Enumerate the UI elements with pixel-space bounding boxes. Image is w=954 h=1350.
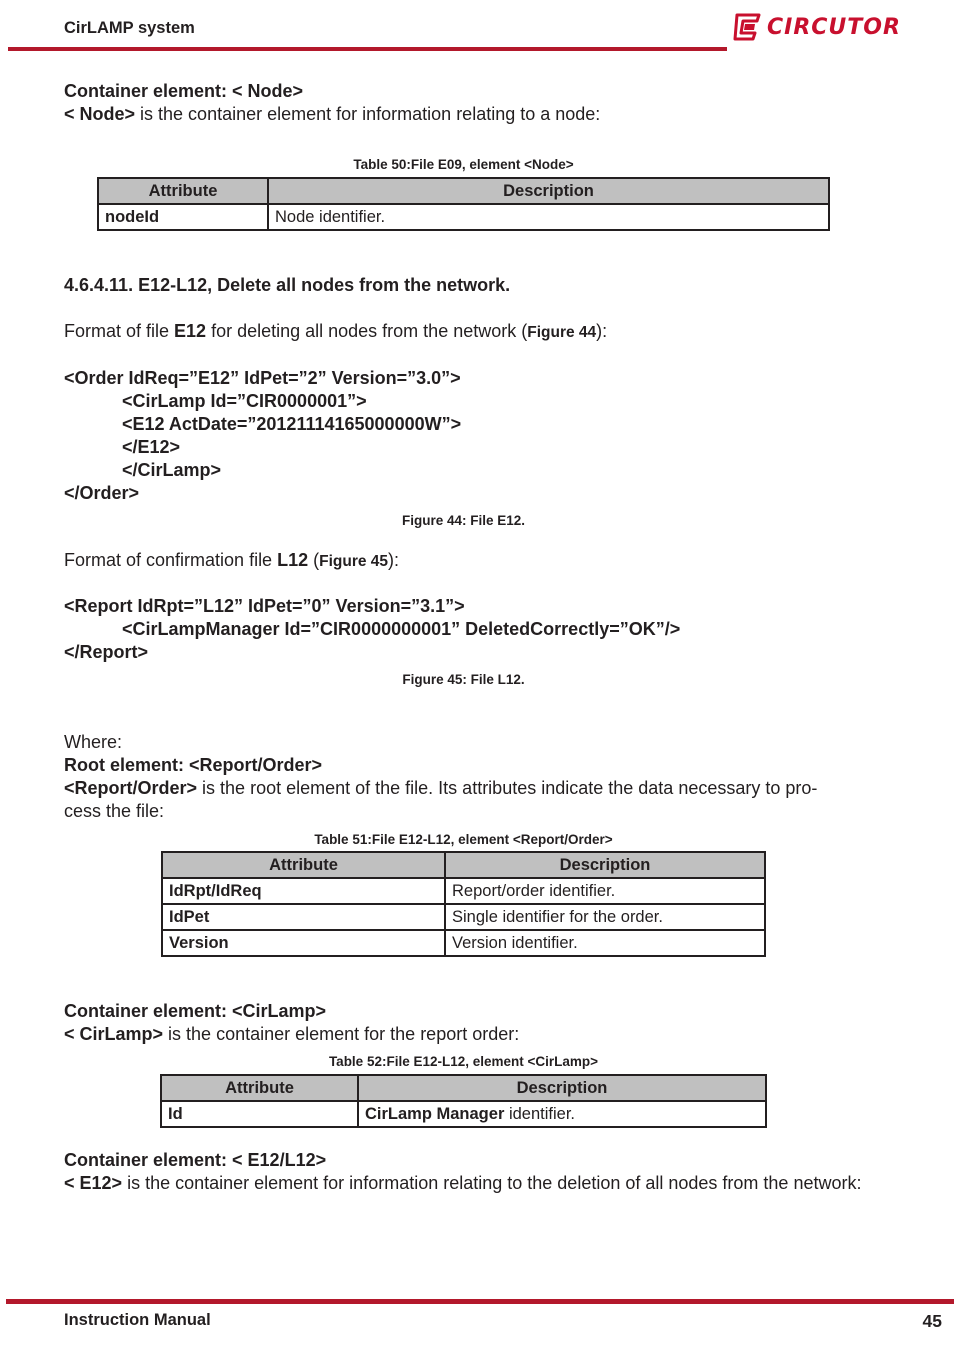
cirlamp-table [160,1074,767,1128]
table-row [162,930,765,956]
node-intro-bold: < Node> [64,104,136,124]
e12-l12-intro [64,1172,864,1195]
l12-format-pre: Format of confirmation file [64,550,278,570]
page-number: 45 [922,1311,942,1331]
cirlamp-heading: Container element: <CirLamp> [64,1001,327,1021]
root-heading: Root element: <Report/Order> [64,755,323,775]
node-intro-rest: is the container element for information relating to a node: [135,104,601,124]
cirlamp-intro [64,1023,519,1046]
table-row [162,904,765,930]
e12-format-bold: E12 [174,321,207,341]
code-line: </Order> [64,483,140,503]
code-line: <Report IdRpt=”L12” IdPet=”0” Version=”3.1”> [64,596,465,616]
table-50-caption: Table 50:File E09, element <Node> [353,157,574,172]
e12-format-post: ): [596,321,608,341]
circutor-emblem-icon [731,11,763,43]
l12-format-line [64,549,399,573]
column-header-description: Description [268,178,829,204]
e12-format-pre: Format of file [64,321,175,341]
cirlamp-intro-bold: < CirLamp> [64,1024,164,1044]
logo-text: CIRCUTOR [767,14,901,40]
l12-format-bold: L12 [277,550,309,570]
attribute-cell: nodeId [98,204,268,230]
footer-manual-label: Instruction Manual [64,1311,211,1329]
figure-45-ref: Figure 45 [319,553,389,570]
figure-44-ref: Figure 44 [527,324,597,341]
footer-rule [6,1299,954,1304]
root-intro-rest: is the root element of the file. Its attributes indicate the data necessary to pro- [197,778,818,798]
code-line: <Order IdReq=”E12” IdPet=”2” Version=”3.0”> [64,368,461,388]
node-intro [64,103,600,126]
description-bold: CirLamp Manager [365,1104,505,1123]
e12-format-line [64,320,607,344]
table-header-row [162,852,765,878]
table-52-caption: Table 52:File E12-L12, element <CirLamp> [328,1054,599,1069]
code-line: <CirLamp Id=”CIR0000001”> [122,391,367,411]
column-header-description: Description [445,852,765,878]
table-row [98,204,829,230]
column-header-attribute: Attribute [162,852,445,878]
report-order-table [161,851,766,957]
e12-l12-heading: Container element: < E12/L12> [64,1150,327,1170]
attribute-cell: IdRpt/IdReq [162,878,445,904]
figure-44-caption: Figure 44: File E12. [401,513,526,528]
table-row [161,1101,766,1127]
table-row [162,878,765,904]
l12-code-block [64,595,680,664]
column-header-attribute: Attribute [98,178,268,204]
e12-intro-bold: < E12> [64,1173,123,1193]
where-label: Where: [64,732,123,752]
description-cell: Report/order identifier. [445,878,765,904]
e12-format-mid: for deleting all nodes from the network ( [206,321,528,341]
code-line: <E12 ActDate=”20121114165000000W”> [122,414,462,434]
section-heading: 4.6.4.11. E12-L12, Delete all nodes from the network. [64,275,511,295]
root-intro [64,777,817,823]
code-line: </Report> [64,642,149,662]
node-table [97,177,830,231]
node-heading: Container element: < Node> [64,81,304,101]
code-line: </E12> [122,437,181,457]
l12-format-post: ): [388,550,400,570]
column-header-description: Description [358,1075,766,1101]
description-cell: Version identifier. [445,930,765,956]
code-line: <CirLampManager Id=”CIR0000000001” DeletedCorrectly=”OK”/> [122,619,681,639]
root-intro-bold: <Report/Order> [64,778,198,798]
circutor-logo [731,10,907,44]
attribute-cell: Id [161,1101,358,1127]
table-header-row [98,178,829,204]
header-rule [8,47,727,51]
description-rest: identifier. [504,1104,575,1123]
attribute-cell: Version [162,930,445,956]
l12-format-mid: ( [308,550,320,570]
e12-intro-rest: is the container element for information relating to the deletion of all nodes from the network: [122,1173,862,1193]
description-cell [358,1101,766,1127]
column-header-attribute: Attribute [161,1075,358,1101]
table-51-caption: Table 51:File E12-L12, element <Report/Order> [314,832,613,847]
e12-code-block [64,367,461,505]
header-title: CirLAMP system [64,19,195,37]
cirlamp-intro-rest: is the container element for the report order: [163,1024,520,1044]
figure-45-caption: Figure 45: File L12. [402,672,525,687]
attribute-cell: IdPet [162,904,445,930]
description-cell: Single identifier for the order. [445,904,765,930]
code-line: </CirLamp> [122,460,222,480]
description-cell: Node identifier. [268,204,829,230]
table-header-row [161,1075,766,1101]
root-intro-rest-2: cess the file: [64,801,165,821]
